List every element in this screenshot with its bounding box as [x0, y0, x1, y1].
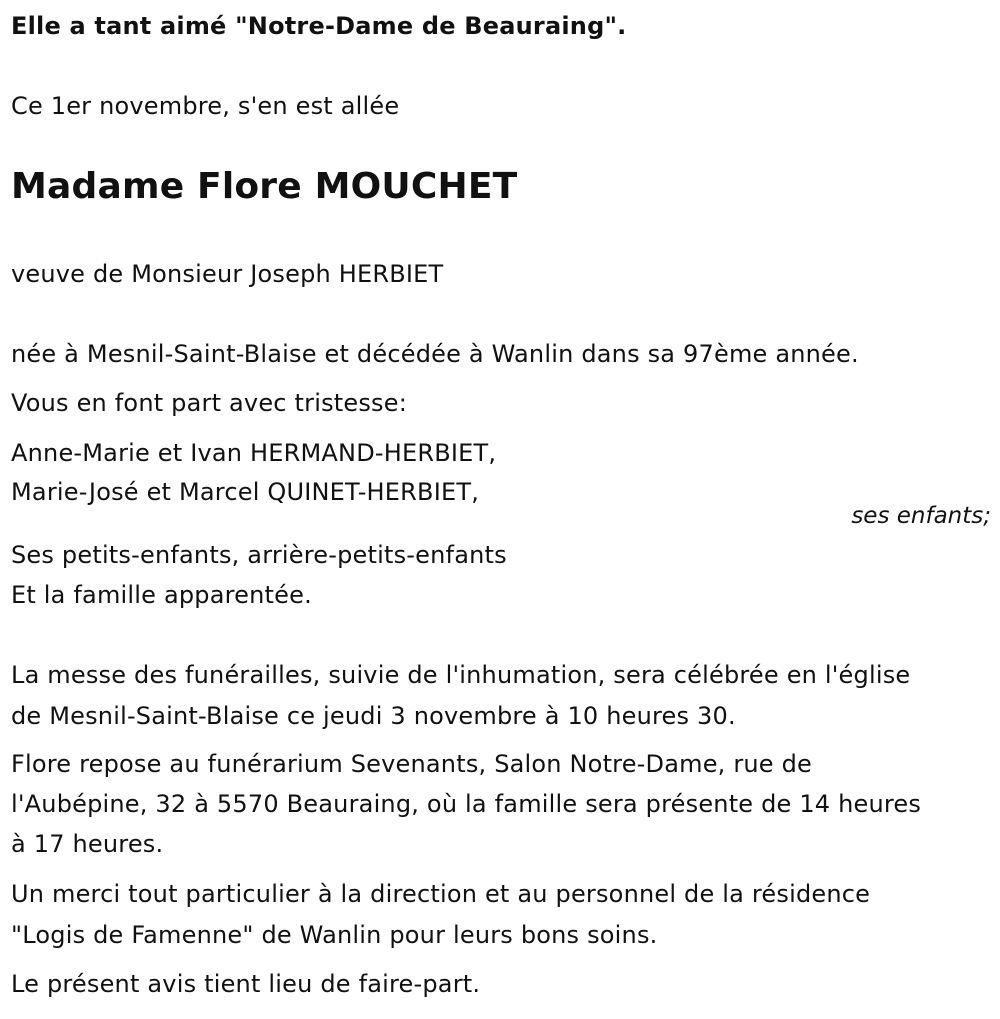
family-child-1: Anne-Marie et Ivan HERMAND-HERBIET, — [11, 439, 497, 467]
born-died-text: née à Mesnil-Saint-Blaise et décédée à Wanlin dans sa 97ème année. — [11, 340, 859, 368]
intro-text: Ce 1er novembre, s'en est allée — [11, 92, 400, 120]
relatives-text: Et la famille apparentée. — [11, 581, 312, 609]
deceased-name: Madame Flore MOUCHET — [11, 166, 518, 207]
rest-line-1: Flore repose au funérarium Sevenants, Salon Notre-Dame, rue de — [11, 750, 813, 778]
rest-line-2: l'Aubépine, 32 à 5570 Beauraing, où la famille sera présente de 14 heures — [11, 790, 922, 818]
funeral-line-2: de Mesnil-Saint-Blaise ce jeudi 3 novembre à 10 heures 30. — [11, 702, 736, 730]
family-child-2: Marie-José et Marcel QUINET-HERBIET, — [11, 478, 480, 506]
thanks-line-1: Un merci tout particulier à la direction et au personnel de la résidence — [11, 880, 871, 908]
rest-line-3: à 17 heures. — [11, 830, 164, 858]
epigraph: Elle a tant aimé "Notre-Dame de Beauraing". — [11, 12, 627, 40]
children-note: ses enfants; — [851, 503, 991, 529]
grandchildren-text: Ses petits-enfants, arrière-petits-enfants — [11, 541, 507, 569]
funeral-line-1: La messe des funérailles, suivie de l'inhumation, sera célébrée en l'église — [11, 661, 911, 689]
closing-text: Le présent avis tient lieu de faire-part. — [11, 970, 481, 998]
thanks-line-2: "Logis de Famenne" de Wanlin pour leurs bons soins. — [11, 921, 658, 949]
announcement-text: Vous en font part avec tristesse: — [11, 389, 408, 417]
widow-of-text: veuve de Monsieur Joseph HERBIET — [11, 260, 444, 288]
